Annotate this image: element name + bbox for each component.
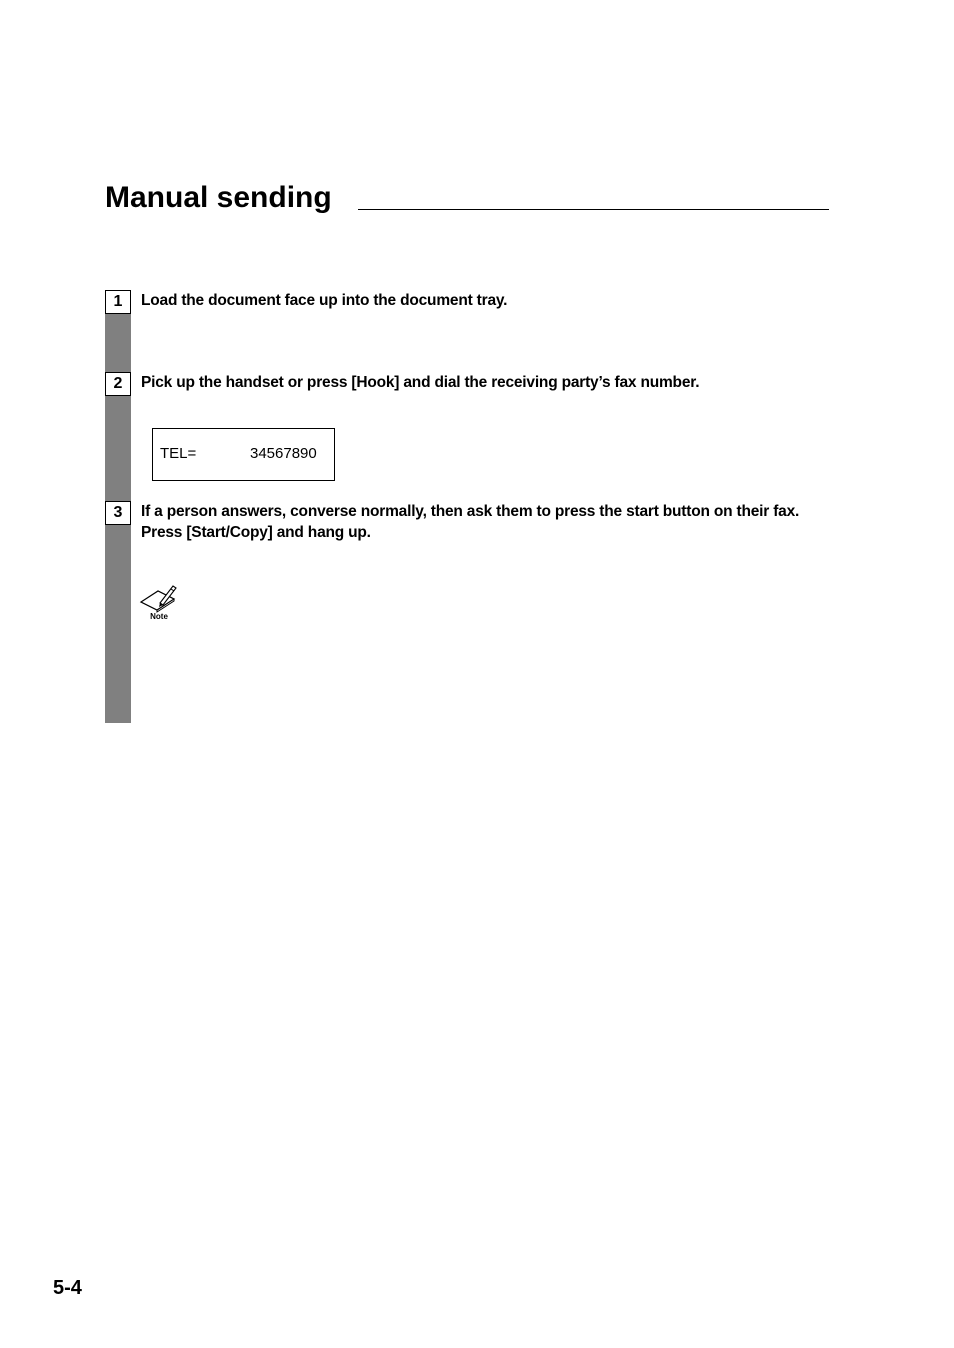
step-3-number: 3: [105, 501, 131, 525]
step-2-number: 2: [105, 372, 131, 396]
lcd-label: TEL=: [160, 445, 197, 462]
page-title: Manual sending: [105, 181, 332, 214]
step-3-text: If a person answers, converse normally, then ask them to press the start button on their fax. Press [Start/Copy] and hang up.: [141, 503, 800, 541]
step-1-number: 1: [105, 290, 131, 314]
title-underline-rule: [358, 209, 829, 210]
step-2-text: Pick up the handset or press [Hook] and dial the receiving party’s fax number.: [141, 374, 700, 391]
note-pencil-icon: [138, 583, 180, 613]
lcd-value: 34567890: [250, 445, 317, 462]
lcd-display: [152, 428, 335, 481]
note-label: Note: [150, 612, 168, 621]
step-1-text: Load the document face up into the document tray.: [141, 292, 508, 309]
page-number: 5-4: [53, 1277, 82, 1299]
note-icon: [138, 583, 180, 625]
